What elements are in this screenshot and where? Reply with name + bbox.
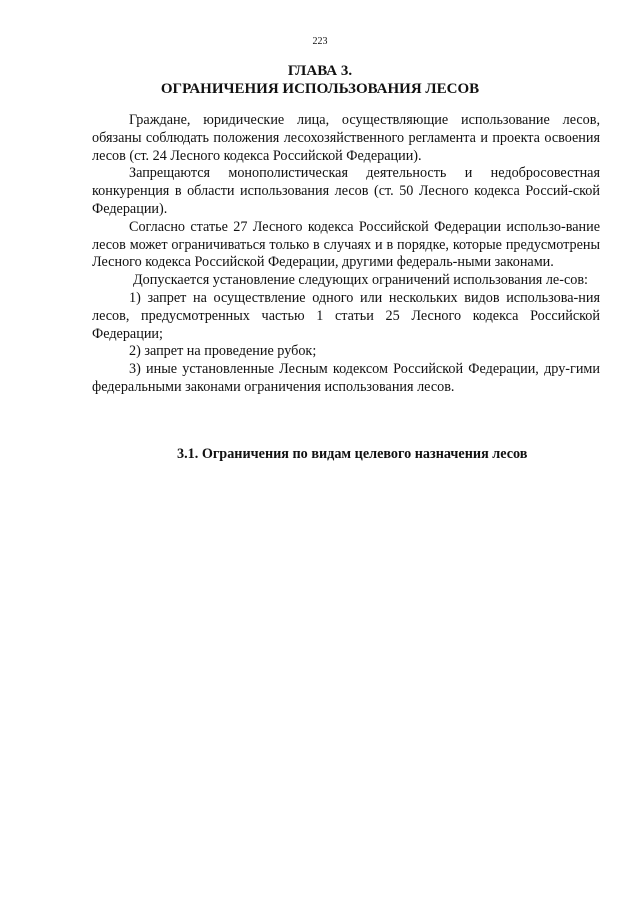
page-number: 223 — [312, 36, 328, 47]
chapter-title: ОГРАНИЧЕНИЯ ИСПОЛЬЗОВАНИЯ ЛЕСОВ — [160, 81, 480, 97]
chapter-heading — [0, 62, 640, 98]
paragraph: Запрещаются монополистическая деятельность и недобросовестная конкуренция в области использования лесов (ст. 50 Лесного кодекса Россий-ской Федерации). — [92, 165, 600, 217]
paragraph: Допускается установление следующих ограничений использования ле-сов: — [133, 272, 588, 289]
section-title: 3.1. Ограничения по видам целевого назначения лесов — [177, 446, 528, 462]
paragraph: Граждане, юридические лица, осуществляющие использование лесов, обязаны соблюдать положения лесохозяйственного регламента и проекта освоения лесов (ст. 24 Лесного кодекса Российской Федерации). — [92, 112, 600, 164]
list-item: 2) запрет на проведение рубок; — [129, 343, 317, 360]
list-item: 3) иные установленные Лесным кодексом Российской Федерации, дру-гими федеральными законами ограничения использования лесов. — [92, 361, 600, 395]
body-text — [92, 112, 600, 397]
list-item: 1) запрет на осуществление одного или нескольких видов использова-ния лесов, предусмотренных частью 1 статьи 25 Лесного кодекса Российской Федерации; — [92, 289, 600, 342]
paragraph: Согласно статье 27 Лесного кодекса Российской Федерации использо-вание лесов может ограничиваться только в случаях и в порядке, которые предусмотрены Лесного кодекса Российской Федерации, другими федераль-ными законами. — [92, 218, 600, 271]
chapter-number: ГЛАВА 3. — [287, 63, 353, 79]
